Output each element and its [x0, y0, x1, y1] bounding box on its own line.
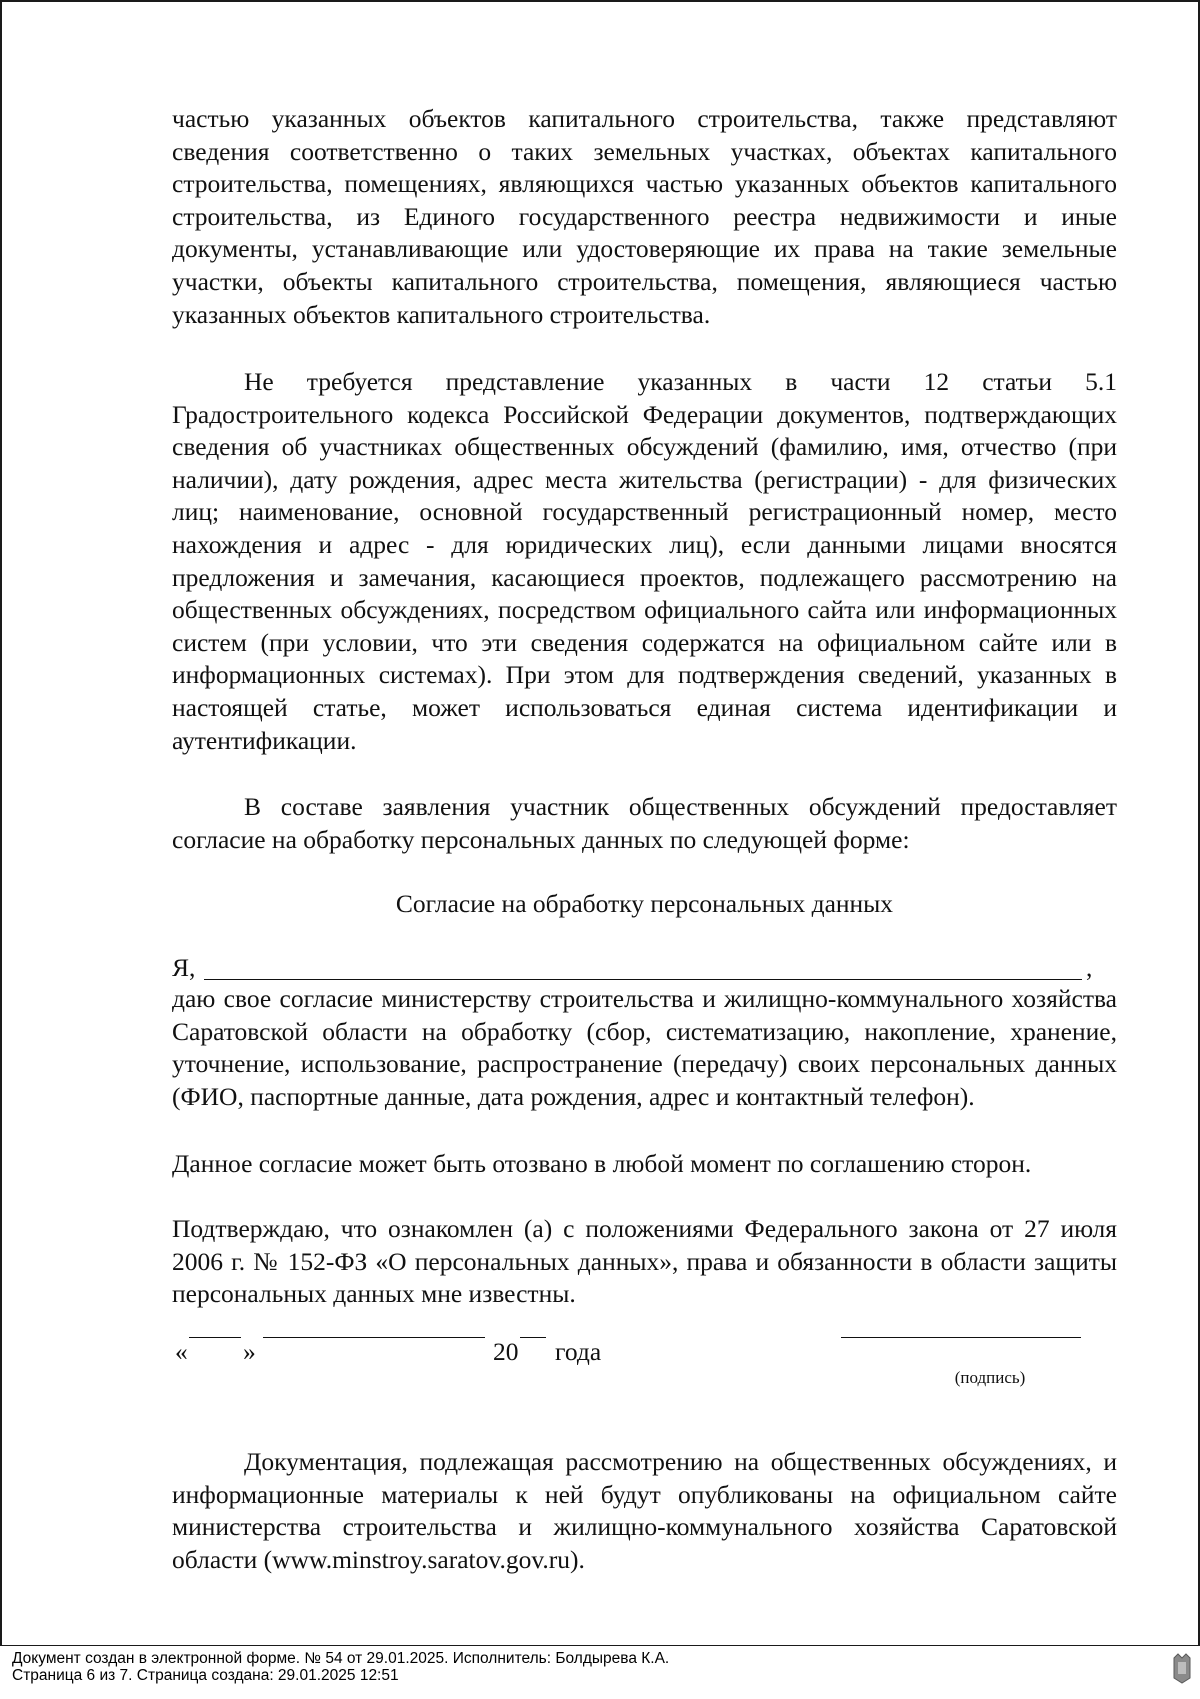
name-label: Я,: [172, 953, 196, 982]
year-prefix: 20: [493, 1337, 519, 1366]
paragraph-not-required-documents: Не требуется представление указанных в части 12 статьи 5.1 Градостроительного кодекса Российской Федерации документов, подтверждающих сведения об участниках общественных обсуждений (фамилию, имя, отчество (при наличии), дату рождения, адрес места жительства (регистрации) - для физических лиц; наименование, основной государственный регистрационный номер, место нахождения и адрес - для юридических лиц), если данными лицами вносятся предложения и замечания, касающиеся проектов, подлежащего рассмотрению на общественных обсуждениях, посредством официального сайта или информационных систем (при условии, что эти сведения содержатся на официальном сайте или в информационных системах). При этом для подтверждения сведений, указанных в настоящей статье, может использоваться единая система идентификации и аутентификации.: [172, 367, 1117, 755]
year-blank-field[interactable]: [520, 1337, 546, 1338]
consent-form-title: Согласие на обработку персональных данных: [395, 889, 894, 918]
footer-line-document: Документ создан в электронной форме. № 54 от 29.01.2025. Исполнитель: Болдырева К.А.: [12, 1650, 670, 1667]
paragraph-consent-body: даю свое согласие министерству строительства и жилищно-коммунального хозяйства Саратовской области на обработку (сбор, систематизацию, накопление, хранение, уточнение, использование, распространение (передачу) своих персональных данных (ФИО, паспортные данные, дата рождения, адрес и контактный телефон).: [172, 984, 1117, 1111]
paragraph-rights-documents: частью указанных объектов капитального строительства, также представляют сведения соответственно о таких земельных участках, объектах капитального строительства, помещениях, являющихся частью указанных объектов капитального строительства, из Единого государственного реестра недвижимости и иные документы, устанавливающие или удостоверяющие их права на такие земельные участки, объекты капитального строительства, помещения, являющиеся частью указанных объектов капитального строительства.: [172, 104, 1117, 329]
page-border-top: [0, 0, 1200, 2]
date-close-quote: »: [243, 1337, 256, 1366]
day-blank-field[interactable]: [189, 1337, 241, 1338]
signature-blank-field[interactable]: [841, 1337, 1081, 1338]
paragraph-consent-revocation: Данное согласие может быть отозвано в любой момент по соглашению сторон.: [172, 1149, 1032, 1178]
footer-line-page: Страница 6 из 7. Страница создана: 29.01.2025 12:51: [12, 1667, 399, 1684]
footer-text: [12, 1650, 669, 1684]
paragraph-documentation-publication: Документация, подлежащая рассмотрению на общественных обсуждениях, и информационные материалы к ней будут опубликованы на официальном сайте министерства строительства и жилищно-коммунального хозяйства Саратовской области (www.minstroy.saratov.gov.ru).: [172, 1447, 1117, 1574]
signature-caption: (подпись): [954, 1368, 1026, 1387]
date-signature-line: [175, 1337, 1125, 1371]
page-border-left: [0, 0, 2, 1645]
year-suffix: года: [555, 1337, 602, 1366]
month-blank-field[interactable]: [263, 1337, 485, 1338]
name-blank-field[interactable]: [204, 979, 1082, 980]
coat-of-arms-icon: [1172, 1650, 1192, 1684]
paragraph-law-acknowledgement: Подтверждаю, что ознакомлен (а) с положениями Федерального закона от 27 июля 2006 г. № 152-ФЗ «О персональных данных», права и обязанности в области защиты персональных данных мне известны.: [172, 1214, 1117, 1309]
paragraph-consent-intro: В составе заявления участник общественных обсуждений предоставляет согласие на обработку персональных данных по следующей форме:: [172, 792, 1117, 854]
name-fill-line: [172, 953, 1117, 987]
date-open-quote: «: [175, 1337, 188, 1366]
name-comma: ,: [1086, 953, 1093, 982]
